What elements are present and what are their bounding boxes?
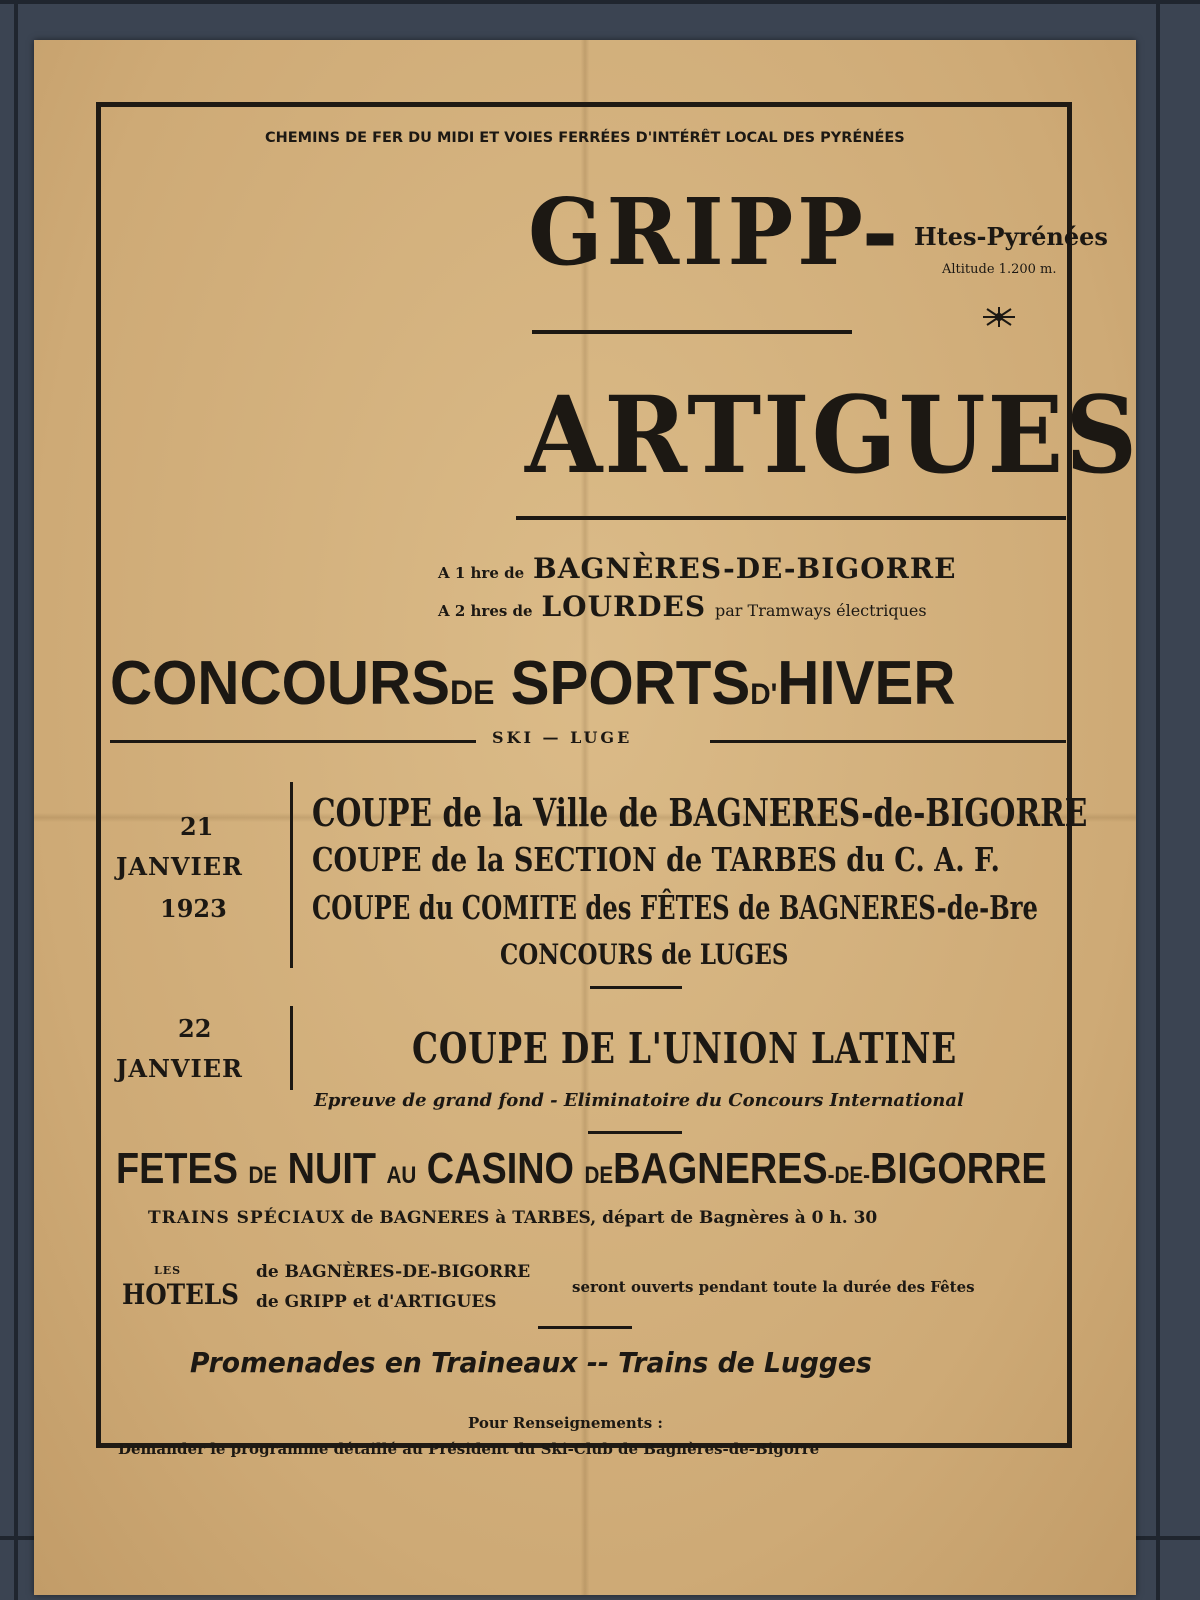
night-word-fetes: FETES (116, 1144, 238, 1193)
hotels-label: HOTELS (122, 1278, 239, 1311)
floor-tile-line (1156, 0, 1160, 1600)
day2-separator (588, 1131, 682, 1134)
title-gripp: GRIPP- (528, 178, 902, 286)
contest-subtitle: SKI — LUGE (492, 728, 633, 747)
hotels-separator (538, 1326, 632, 1329)
hotels-line2: de GRIPP et d'ARTIGUES (256, 1292, 497, 1312)
title-artigues: ARTIGUES (525, 372, 1140, 497)
night-word-de2: DE (584, 1162, 614, 1189)
day1-separator (590, 986, 682, 989)
title-underline (516, 516, 1066, 520)
day2-event: COUPE DE L'UNION LATINE (412, 1024, 957, 1073)
ornament-star-icon (979, 305, 1019, 329)
access-line2-prefix: A 2 hres de (438, 602, 533, 620)
railway-header: CHEMINS DE FER DU MIDI ET VOIES FERRÉES D'INTÉRÊT LOCAL DES PYRÉNÉES (265, 130, 905, 146)
contest-word-concours: CONCOURS (110, 649, 450, 718)
night-word-de: DE (248, 1162, 278, 1189)
night-word-bigorre: BIGORRE (870, 1144, 1047, 1193)
contest-rule-right (710, 740, 1066, 743)
night-word-au: AU (386, 1162, 417, 1189)
region-label: Htes-Pyrénées (914, 222, 1108, 251)
contest-word-sports: SPORTS (510, 649, 751, 718)
footer-line2: Demander le programme détaillé au Président du Ski-Club de Bagnères-de-Bigorre (118, 1440, 820, 1458)
day1-event-3: COUPE du COMITE des FÊTES de BAGNERES-de-Bre (312, 888, 1038, 927)
contest-word-de: DE (449, 674, 495, 712)
access-line2-suffix: par Tramways électriques (715, 601, 927, 620)
poster-frame (96, 102, 1072, 1448)
night-trains-label: TRAINS SPÉCIAUX (148, 1208, 346, 1228)
night-trains-detail: de BAGNERES à TARBES, départ de Bagnères à 0 h. 30 (350, 1208, 878, 1228)
day1-date-day: 21 (180, 812, 214, 841)
day1-date-month: JANVIER (116, 852, 243, 881)
access-line1-place: BAGNÈRES-DE-BIGORRE (533, 552, 957, 585)
contest-word-d: D' (750, 678, 778, 711)
contest-word-hiver: HIVER (777, 649, 956, 718)
day1-event-2: COUPE de la SECTION de TARBES du C. A. F. (312, 840, 1000, 879)
day1-divider (290, 782, 293, 968)
night-word-de3: -DE- (827, 1162, 871, 1189)
night-word-nuit: NUIT (287, 1144, 376, 1193)
day2-date-day: 22 (178, 1014, 212, 1043)
contest-rule-left (110, 740, 476, 743)
day1-event-1: COUPE de la Ville de BAGNERES-de-BIGORRE (312, 790, 1088, 835)
title-rule (532, 330, 852, 334)
day1-event-4: CONCOURS de LUGES (500, 938, 789, 971)
night-word-bagneres: BAGNERES (613, 1144, 828, 1193)
day2-detail: Epreuve de grand fond - Eliminatoire du Concours International (314, 1090, 964, 1111)
hotels-les: LES (154, 1264, 182, 1277)
altitude-label: Altitude 1.200 m. (942, 262, 1057, 277)
hotels-rest: seront ouverts pendant toute la durée des Fêtes (572, 1278, 975, 1296)
footer-line1: Pour Renseignements : (468, 1414, 663, 1432)
access-line2-place: LOURDES (541, 590, 707, 623)
floor-tile-line (14, 0, 18, 1600)
access-line1-prefix: A 1 hre de (438, 564, 525, 582)
promenades-line: Promenades en Traineaux -- Trains de Lugges (190, 1346, 872, 1379)
day2-date-month: JANVIER (116, 1054, 243, 1083)
day2-divider (290, 1006, 293, 1090)
floor-tile-line (0, 0, 1200, 4)
day1-date-year: 1923 (160, 894, 227, 923)
night-word-casino: CASINO (426, 1144, 574, 1193)
hotels-line1: de BAGNÈRES-DE-BIGORRE (256, 1262, 531, 1282)
